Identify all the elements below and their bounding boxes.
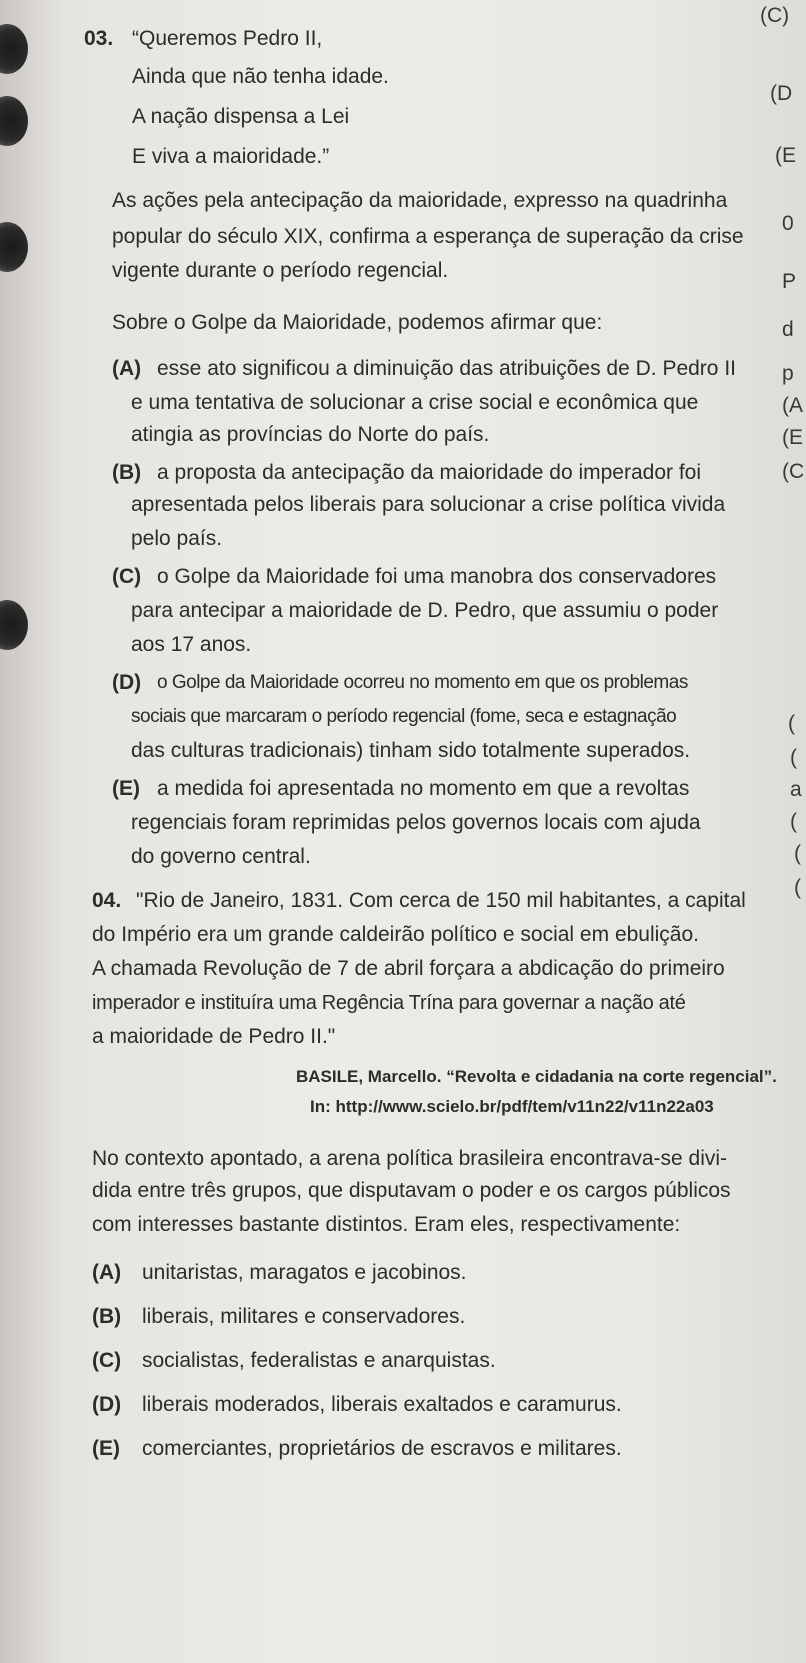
- poem-line: Ainda que não tenha idade.: [132, 65, 389, 88]
- option-letter: (A): [112, 357, 142, 380]
- intro-line: As ações pela antecipação da maioridade, expresso na quadrinha: [112, 189, 728, 212]
- margin-fragment: 0: [782, 212, 794, 235]
- option-letter: (A): [92, 1261, 122, 1284]
- option-letter: (D): [92, 1393, 122, 1416]
- option-letter: (B): [92, 1305, 122, 1328]
- margin-fragment: (: [794, 842, 801, 865]
- option-letter: (C): [92, 1349, 122, 1372]
- option-letter: (B): [112, 461, 142, 484]
- margin-fragment: a: [790, 778, 802, 801]
- binder-hole: [0, 24, 28, 74]
- option-text: apresentada pelos liberais para solucionar a crise política vivida: [131, 493, 726, 516]
- poem-line: A nação dispensa a Lei: [132, 105, 350, 128]
- option-text: e uma tentativa de solucionar a crise social e econômica que: [131, 391, 699, 414]
- margin-fragment: p: [782, 362, 794, 385]
- margin-fragment: (C: [782, 460, 805, 483]
- quote-line: A chamada Revolução de 7 de abril forçara a abdicação do primeiro: [92, 957, 725, 980]
- citation-line: In: http://www.scielo.br/pdf/tem/v11n22/v11n22a03: [310, 1097, 714, 1116]
- option-text: o Golpe da Maioridade ocorreu no momento em que os problemas: [157, 672, 688, 693]
- quote-line: "Rio de Janeiro, 1831. Com cerca de 150 mil habitantes, a capital: [136, 889, 746, 912]
- intro-line: vigente durante o período regencial.: [112, 259, 449, 282]
- margin-fragment: (E: [775, 144, 796, 167]
- option-letter: (C): [112, 565, 142, 588]
- margin-fragment: d: [782, 318, 794, 341]
- option-letter: (E): [92, 1437, 120, 1460]
- margin-fragment: (C): [760, 4, 790, 27]
- option-letter: (D): [112, 671, 142, 694]
- option-text: regenciais foram reprimidas pelos governos locais com ajuda: [131, 811, 701, 834]
- option-text: liberais moderados, liberais exaltados e caramurus.: [142, 1393, 622, 1416]
- margin-fragment: (A: [782, 394, 803, 417]
- option-letter: (E): [112, 777, 140, 800]
- option-text: pelo país.: [131, 527, 223, 550]
- question-number: 04.: [92, 889, 122, 912]
- quote-line: do Império era um grande caldeirão político e social em ebulição.: [92, 923, 700, 946]
- option-text: comerciantes, proprietários de escravos e militares.: [142, 1437, 622, 1460]
- citation-line: BASILE, Marcello. “Revolta e cidadania na corte regencial”.: [296, 1067, 777, 1086]
- margin-fragment: (: [788, 712, 795, 735]
- stem-line: com interesses bastante distintos. Eram eles, respectivamente:: [92, 1213, 681, 1236]
- option-text: do governo central.: [131, 845, 311, 868]
- stem-line: dida entre três grupos, que disputavam o poder e os cargos públicos: [92, 1179, 731, 1202]
- binder-hole: [0, 96, 28, 146]
- option-text: unitaristas, maragatos e jacobinos.: [142, 1261, 467, 1284]
- question-number: 03.: [84, 27, 114, 50]
- option-text: esse ato significou a diminuição das atribuições de D. Pedro II: [157, 357, 736, 380]
- option-text: liberais, militares e conservadores.: [142, 1305, 466, 1328]
- margin-fragment: (E: [782, 426, 803, 449]
- stem-line: No contexto apontado, a arena política brasileira encontrava-se divi-: [92, 1147, 728, 1170]
- option-text: a proposta da antecipação da maioridade do imperador foi: [157, 461, 702, 484]
- margin-fragment: (D: [770, 82, 793, 105]
- option-text: a medida foi apresentada no momento em que a revoltas: [157, 777, 690, 800]
- margin-fragment: (: [790, 746, 797, 769]
- option-text: socialistas, federalistas e anarquistas.: [142, 1349, 496, 1372]
- poem-line: E viva a maioridade.”: [132, 145, 330, 168]
- option-text: aos 17 anos.: [131, 633, 252, 656]
- margin-fragment: (: [790, 810, 797, 833]
- quote-line: imperador e instituíra uma Regência Trína para governar a nação até: [92, 992, 686, 1014]
- margin-fragment: (: [794, 876, 801, 899]
- option-text: para antecipar a maioridade de D. Pedro, que assumiu o poder: [131, 599, 719, 622]
- option-text: sociais que marcaram o período regencial (fome, seca e estagnação: [131, 706, 677, 727]
- binder-hole: [0, 600, 28, 650]
- binder-hole: [0, 222, 28, 272]
- margin-fragment: P: [782, 270, 797, 293]
- intro-line: popular do século XIX, confirma a esperança de superação da crise: [112, 225, 744, 248]
- option-text: o Golpe da Maioridade foi uma manobra dos conservadores: [157, 565, 717, 588]
- option-text: das culturas tradicionais) tinham sido totalmente superados.: [131, 739, 691, 762]
- question-stem: Sobre o Golpe da Maioridade, podemos afirmar que:: [112, 311, 603, 334]
- quote-line: a maioridade de Pedro II.": [92, 1025, 336, 1048]
- poem-line: “Queremos Pedro II,: [132, 27, 323, 50]
- option-text: atingia as províncias do Norte do país.: [131, 423, 490, 446]
